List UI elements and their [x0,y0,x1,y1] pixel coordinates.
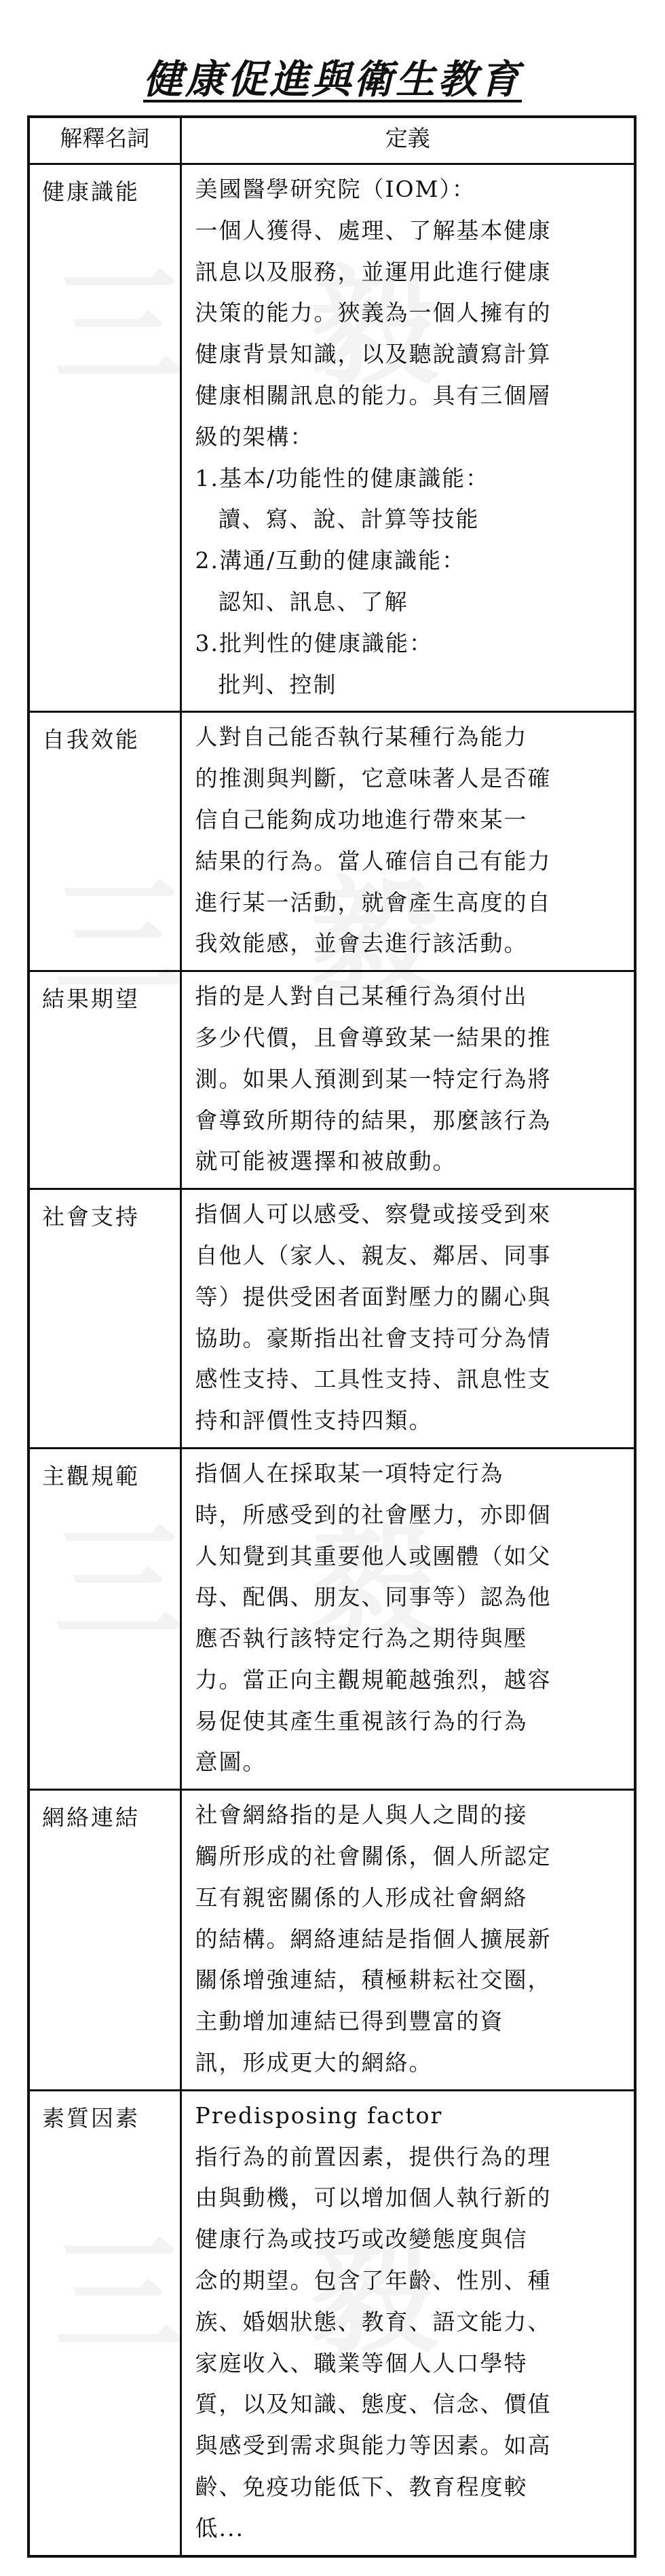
definition-line: 質，以及知識、態度、信念、價值 [195,2391,552,2418]
definition-line: 結果的行為。當人確信自己有能力 [195,847,552,874]
column-header-definition: 定義 [180,117,635,164]
definition-line: 信自己能夠成功地進行帶來某一 [195,806,528,833]
definition-line: 測。如果人預測到某一特定行為將 [195,1065,552,1092]
definition-cell [180,971,635,1189]
glossary-table [27,115,636,2558]
definition-line: 3.批判性的健康識能： [195,629,433,656]
definition-line: 進行某一活動，就會產生高度的自 [195,889,552,916]
definition-cell [180,164,635,712]
definition-line: 級的架構： [195,423,314,450]
definition-line: 1.基本/功能性的健康識能： [195,464,490,491]
table-row [28,1790,635,2091]
definition-line: 指行為的前置因素，提供行為的理 [195,2143,552,2170]
definition-line: 讀、寫、說、計算等技能 [218,506,480,533]
definition-line: 我效能感，並會去進行該活動。 [195,930,528,957]
definition-cell [180,1448,635,1789]
definition-line: 一個人獲得、處理、了解基本健康 [195,217,552,244]
table-row [28,164,635,712]
page-title [0,48,665,105]
definition-line: 齡、免疫功能低下、教育程度較 [195,2474,528,2501]
definition-cell [180,2090,635,2556]
definition-line: 人知覺到其重要他人或團體（如父 [195,1542,552,1569]
definition-line: 訊息以及服務，並運用此進行健康 [195,258,552,285]
definition-line: 感性支持、工具性支持、訊息性支 [195,1366,552,1393]
definition-line: 健康行為或技巧或改變態度與信 [195,2226,528,2253]
term-cell: 結果期望 [28,971,180,1189]
table-row [28,971,635,1189]
table-row [28,1448,635,1789]
definition-line: 批判、控制 [218,671,337,698]
definition-line: 家庭收入、職業等個人人口學特 [195,2349,528,2376]
definition-line: 指個人可以感受、察覺或接受到來 [195,1201,552,1228]
table-header-row [28,117,635,164]
definition-line: 社會網絡指的是人與人之間的接 [195,1802,528,1829]
table-row [28,1189,635,1449]
definition-line: 的推測與判斷，它意味著人是否確 [195,765,552,792]
definition-line: 易促使其產生重視該行為的行為 [195,1707,528,1734]
column-header-term: 解釋名詞 [28,117,180,164]
definition-line: 協助。豪斯指出社會支持可分為情 [195,1324,552,1351]
definition-line: 2.溝通/互動的健康識能： [195,547,466,574]
definition-cell [180,1790,635,2091]
definition-line: 就可能被選擇和被啟動。 [195,1148,457,1175]
definition-cell [180,1189,635,1449]
definition-line: 念的期望。包含了年齡、性別、種 [195,2267,552,2294]
definition-line: 力。當正向主觀規範越強烈，越容 [195,1666,552,1693]
definition-line: 等）提供受困者面對壓力的關心與 [195,1283,552,1310]
definition-line: 健康相關訊息的能力。具有三個層 [195,381,552,409]
definition-line: 關係增強連結，積極耕耘社交圈， [195,1966,552,1994]
definition-line: 由與動機，可以增加個人執行新的 [195,2184,552,2211]
page-title-text: 健康促進與衛生教育 [142,56,522,102]
definition-line: 意圖。 [195,1749,267,1776]
definition-line: Predisposing factor [195,2102,443,2129]
term-cell: 網絡連結 [28,1790,180,2091]
definition-line: 應否執行該特定行為之期待與壓 [195,1625,528,1652]
term-cell: 主觀規範 [28,1448,180,1789]
definition-line: 互有親密關係的人形成社會網絡 [195,1884,528,1911]
definition-line: 指的是人對自己某種行為須付出 [195,983,528,1010]
table-row [28,2090,635,2556]
table-row [28,712,635,971]
definition-line: 健康背景知識，以及聽說讀寫計算 [195,341,552,368]
definition-line: 時，所感受到的社會壓力，亦即個 [195,1501,552,1528]
definition-line: 人對自己能否執行某種行為能力 [195,724,528,751]
definition-line: 持和評價性支持四類。 [195,1407,433,1434]
definition-line: 主動增加連結已得到豐富的資 [195,2008,504,2035]
definition-line: 觸所形成的社會關係，個人所認定 [195,1843,552,1870]
definition-line: 指個人在採取某一項特定行為 [195,1459,504,1487]
term-cell: 自我效能 [28,712,180,971]
definition-cell [180,712,635,971]
term-cell: 健康識能 [28,164,180,712]
definition-line: 自他人（家人、親友、鄰居、同事 [195,1242,552,1269]
definition-line: 的結構。網絡連結是指個人擴展新 [195,1925,552,1952]
definition-line: 與感受到需求與能力等因素。如高 [195,2432,552,2459]
term-cell: 素質因素 [28,2090,180,2556]
definition-line: 認知、訊息、了解 [218,588,408,615]
definition-line: 決策的能力。狹義為一個人擁有的 [195,299,552,326]
definition-line: 美國醫學研究院（IOM）： [195,176,476,202]
definition-line: 會導致所期待的結果，那麼該行為 [195,1106,552,1134]
definition-line: 多少代價，且會導致某一結果的推 [195,1024,552,1051]
definition-line: 低... [195,2514,244,2541]
definition-line: 族、婚姻狀態、教育、語文能力、 [195,2308,552,2335]
definition-line: 母、配偶、朋友、同事等）認為他 [195,1584,552,1611]
term-cell: 社會支持 [28,1189,180,1449]
definition-line: 訊，形成更大的網絡。 [195,2049,433,2076]
